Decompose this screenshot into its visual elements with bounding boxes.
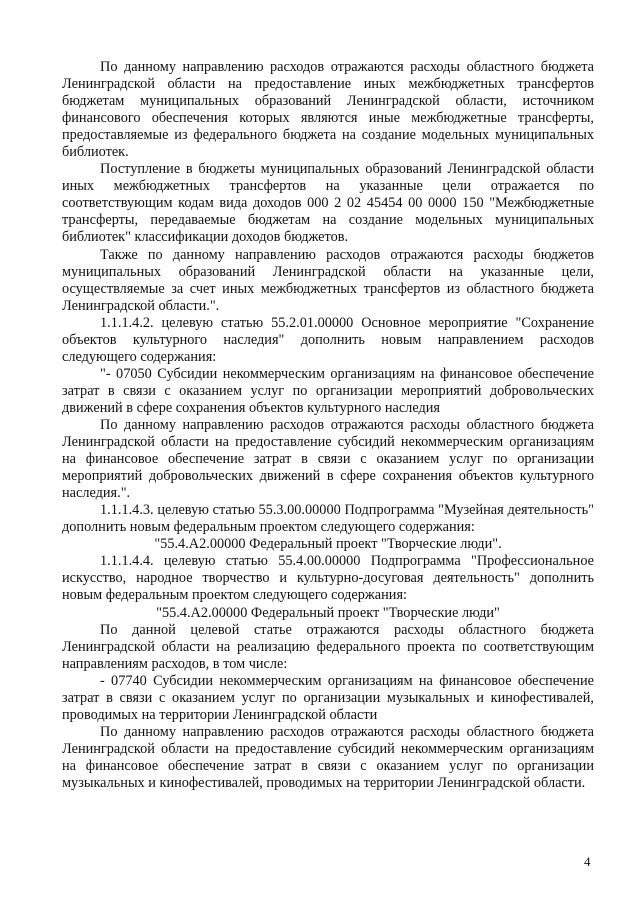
- paragraph: Также по данному направлению расходов отражаются расходы бюджетов муниципальных образований Ленинградской области на указанные цели, осуществляемые за счет иных межбюджетных трансфертов из областного бюджета Ленинградской области.".: [62, 246, 594, 314]
- federal-project-heading: "55.4.A2.00000 Федеральный проект "Творческие люди": [156, 604, 500, 621]
- paragraph: По данному направлению расходов отражаются расходы областного бюджета Ленинградской области на предоставление субсидий некоммерческим организациям на финансовое обеспечение затрат в связи с оказанием услуг по организации мероприятий добровольческих движений в сфере сохранения объектов культурного наследия.".: [62, 416, 594, 502]
- paragraph: 1.1.1.4.2. целевую статью 55.2.01.00000 Основное мероприятие "Сохранение объектов культурного наследия" дополнить новым направлением расходов следующего содержания:: [62, 314, 594, 365]
- paragraph: 1.1.1.4.3. целевую статью 55.3.00.00000 Подпрограмма "Музейная деятельность" дополнить новым федеральным проектом следующего содержания:: [62, 502, 594, 536]
- paragraph: По данной целевой статье отражаются расходы областного бюджета Ленинградской области на реализацию федерального проекта по соответствующим направлениям расходов, в том числе:: [62, 621, 594, 672]
- federal-project-heading: "55.4.A2.00000 Федеральный проект "Творческие люди".: [154, 536, 502, 553]
- paragraph: 1.1.1.4.4. целевую статью 55.4.00.00000 Подпрограмма "Профессиональное искусство, народное творчество и культурно-досуговая деятельность" дополнить новым федеральным проектом следующего содержания:: [62, 553, 594, 604]
- paragraph: "- 07050 Субсидии некоммерческим организациям на финансовое обеспечение затрат в связи с оказанием услуг по организации мероприятий добровольческих движений в сфере сохранения объектов культурного наследия: [62, 365, 594, 416]
- document-body: [62, 59, 594, 792]
- page-number: 4: [584, 854, 591, 869]
- paragraph: По данному направлению расходов отражаются расходы областного бюджета Ленинградской области на предоставление иных межбюджетных трансфертов бюджетам муниципальных образований Ленинградской области, источником финансового обеспечения которых являются иные межбюджетные трансферты, предоставляемые из федерального бюджета на создание модельных муниципальных библиотек.: [62, 59, 594, 161]
- paragraph: Поступление в бюджеты муниципальных образований Ленинградской области иных межбюджетных трансфертов на указанные цели отражается по соответствующим кодам вида доходов 000 2 02 45454 00 0000 150 "Межбюджетные трансферты, передаваемые бюджетам на создание модельных муниципальных библиотек" классификации доходов бюджетов.: [62, 161, 594, 246]
- paragraph: - 07740 Субсидии некоммерческим организациям на финансовое обеспечение затрат в связи с оказанием услуг по организации музыкальных и кинофестивалей, проводимых на территории Ленинградской области: [62, 672, 594, 723]
- paragraph: По данному направлению расходов отражаются расходы областного бюджета Ленинградской области на предоставление субсидий некоммерческим организациям на финансовое обеспечение затрат в связи с оказанием услуг по организации музыкальных и кинофестивалей, проводимых на территории Ленинградской области.: [62, 723, 594, 791]
